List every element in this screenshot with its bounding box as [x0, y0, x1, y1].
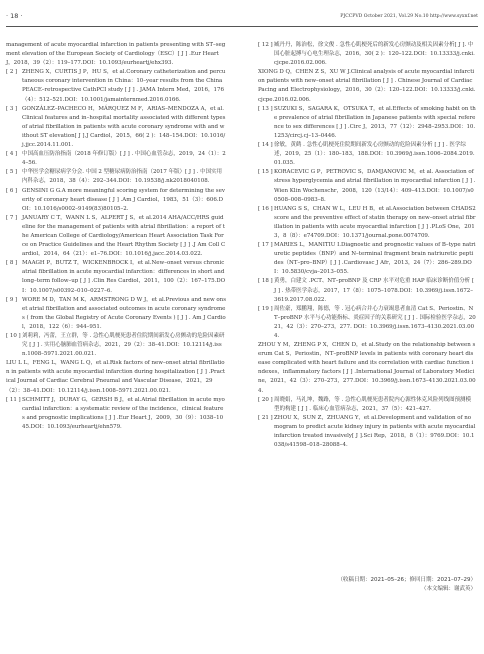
reference-number: [ 17 ] — [258, 242, 273, 249]
reference-entry — [6, 332, 226, 359]
reference-text: MARIES L，MANITIU I.Diagnostic and prognostic values of B–type natriuretic peptides（BNP）and N–terminal fragment brain natriuretic peptides（NT–pro–BNP）[ J ] .Cardiovasc J Afr，2013，24（7）：286–289.DOI：10.5830/cvja–2013–055. — [274, 242, 476, 276]
reference-text: 刘莉莉，冯蕾，王立群，等 . 急性心肌梗死患者住院期间新发心房颤动的危险因素研究 [ J ] . 实用心脑肺血管病杂志，2021，29（2）：38–41.DOI：10.12114/j.issn.1008–5971.2021.00.021. — [22, 333, 225, 358]
reference-text: management of acute myocardial infarction in patients presenting with ST–segment elevation of the European Society of Cardiology（ESC）[ J ] .Eur Heart J，2018，39（2）：119–177.DOI：10.1093/eurheartj/ehx393. — [6, 42, 226, 67]
reference-entry — [258, 41, 476, 68]
reference-number: [ 21 ] — [258, 414, 273, 421]
reference-text: 中华医学会糖尿病学分会. 中国 2 型糖尿病防治指南（2017 年版）[ J ] . 中国实用内科杂志，2018，38（4）：292–344.DOI：10.19538/j.nk2018040108. — [22, 169, 223, 185]
reference-number: [ 6 ] — [6, 187, 18, 194]
reference-entry — [258, 277, 476, 304]
reference-entry — [6, 105, 226, 150]
reference-list-right-column — [258, 41, 476, 450]
reference-text: 臧丹丹，陈治松，徐文俊 . 急性心肌梗死后的新发心房颤动及相关因素分析[ J ]. 中国心脏起搏与心电生理杂志，2016，30( 2 )：120–122.DOI：10.13333/j.cnki.cjcpe.2016.02.006. — [274, 42, 475, 67]
reference-entry — [6, 168, 226, 186]
received-revised-dates: （收稿日期：2021–05–26；修回日期：2021–07–29） — [337, 577, 476, 583]
reference-text: 徐敏，黄鹤 . 急性心肌梗死住院期间新发心房颤动的危险因素分析 [ J ] . 医学综述，2019，25（1）：180–183，188.DOI：10.3969/j.issn.1006–2084.2019.01.035. — [274, 142, 475, 167]
reference-number: [ 18 ] — [258, 278, 273, 285]
reference-entry — [6, 259, 226, 295]
reference-entry — [6, 187, 226, 214]
reference-number: [ 10 ] — [6, 333, 21, 339]
reference-number: [ 14 ] — [258, 142, 273, 149]
reference-entry — [258, 168, 476, 204]
reference-entry — [6, 41, 226, 68]
reference-entry — [258, 141, 476, 168]
reference-number: [ 3 ] — [6, 105, 18, 112]
reference-number: [ 11 ] — [6, 396, 21, 403]
reference-entry — [258, 68, 476, 104]
reference-entry — [258, 241, 476, 277]
reference-number: [ 7 ] — [6, 214, 18, 221]
reference-text: ZHOU X，SUN Z，ZHUANG Y，et al.Development and validation of nomogram to predict acute kidney injury in patients with acute myocardial infarction treated invasively[ J ].Sci Rep，2018，8（1）：9769.DOI：10.1038/s41598–018–28088–4. — [274, 414, 476, 449]
reference-text: ZHENG X，CURTIS J P，HU S，et al.Coronary catheterization and percutaneous coronary intervention in China：10–year results from the China PEACE–retrospective CathPCI study [ J ] . JAMA Intern Med，2016，176（4）：512–521.DOI：10.1001/jamainternmed.2016.0166. — [22, 69, 226, 103]
reference-entry — [6, 359, 226, 395]
reference-number: [ 5 ] — [6, 169, 18, 176]
reference-entry — [258, 105, 476, 141]
reference-entry — [258, 341, 476, 396]
reference-text: 中国高血压防治指南（2018 年修订版）[ J ] . 中国心血管杂志，2019，24（1）：24–56. — [22, 151, 226, 167]
reference-text: MAAGH P，BUTZ T，WICKENBROCK I，et al.New–onset versus chronic atrial fibrillation in acute myocardial infarction：differences in short and long–term follow–up [ J ] .Clin Res Cardiol，2011，100（2）：167–175.DOI：10.1007/s00392–010–0227–6. — [22, 260, 226, 294]
reference-entry — [258, 414, 476, 450]
reference-text: GONZÁLEZ–PACHECO H，MÁRQUEZ M F，ARIAS–MENDOZA A，et al.Clinical features and in–hospital mortality associated with different types of atrial fibrillation in patients with acute coronary syndrome with and without ST elevation[ J ].J Cardiol，2015，66( 2 )：148–154.DOI：10.1016/j.jjcc.2014.11.001. — [22, 105, 226, 149]
reference-number: [ 8 ] — [6, 260, 18, 267]
reference-entry — [6, 150, 226, 168]
reference-number: [ 12 ] — [258, 42, 273, 48]
journal-citation: PJCCPVD October 2021, Vol.29 No.10 http://www.syxnf.net — [340, 14, 478, 19]
reference-text: 黄勇，白建文 .PCT、NT–proBNP 及 CRP 水平对危重 HAP 临床诊断价值分析 [ J ] . 热带医学杂志，2017，17（8）：1075–1078.DOI：10.3969/j.issn.1672–3619.2017.08.022. — [274, 278, 475, 303]
running-header — [6, 14, 478, 27]
editor-credit: （本文编辑：谢武英） — [420, 586, 476, 592]
reference-number: [ 13 ] — [258, 105, 273, 112]
reference-text: JANUARY C T，WANN L S，ALPERT J S，et al.2014 AHA/ACC/HRS guideline for the management of patients with atrial fibrillation：a report of the American College of Cardiology/American Heart Association Task Force on Practice Guidelines and the Heart Rhythm Society [ J ] .J Am Coll Cardiol，2014，64（21）：e1–76.DOI：10.1016/j.jacc.2014.03.022. — [22, 214, 226, 258]
reference-number: [ 15 ] — [258, 169, 273, 176]
reference-text: GENSINI G G.A more meaningful scoring system for determining the severity of coronary heart disease [ J ] .Am J Cardiol，1983，51（3）：606.DOI：10.1016/s0002–9149(83)80105–2. — [22, 187, 225, 212]
reference-entry — [258, 305, 476, 341]
reference-text: SCHMITT J，DURAY G，GERSH B J，et al.Atrial fibrillation in acute myocardial infarction：a systematic review of the incidence，clinical features and prognostic implications [ J ] .Eur Heart J，2009，30（9）：1038–1045.DOI：10.1093/eurheartj/ehn579. — [22, 396, 225, 430]
reference-number: [ 9 ] — [6, 296, 18, 303]
reference-number: [ 4 ] — [6, 151, 18, 158]
reference-text: XIONG D Q，CHEN Z S，XU W J.Clinical analysis of acute myocardial infarction patients with new–onset atrial fibrillation [ J ] . Chinese Journal of Cardiac Pacing and Electrophysiology，2016，30（2）：120–122.DOI：10.13333/j.cnki.cjcpe.2016.02.006. — [258, 69, 476, 103]
reference-text: SUZUKI S，SAGARA K，OTSUKA T，et al.Effects of smoking habit on the prevalence of atrial fibrillation in Japanese patients with special reference to sex differences [ J ] .Circ J，2013，77（12）：2948–2953.DOI：10.1253/circj.cj–13–0446. — [274, 105, 476, 139]
reference-text: ZHOU Y M，ZHENG P X，CHEN D，et al.Study on the relationship between serum Cat S，Periostin，NT–proBNP levels in patients with coronary heart disease complicated with heart failure and its correlation with cardiac function indexes，inflammatory factors [ J ] .International Journal of Laboratory Medicine，2021，42（3）：270–273，277.DOI：10.3969/j.issn.1673–4130.2021.03.004. — [258, 342, 476, 394]
reference-entry — [6, 396, 226, 432]
reference-number: [ 2 ] — [6, 69, 18, 76]
reference-text: 周晓娟，马礼坤，魏路，等 . 急性心肌梗死患者院内心源性休克风险列线图预测模型的构建 [ J ] . 临床心血管病杂志，2021，37（5）：421–427. — [274, 396, 471, 412]
reference-text: HUANG S S，CHAN W L，LEU H B，et al.Association between CHADS2 score and the preventive effect of statin therapy on new–onset atrial fibrillation in patients with acute myocardial infarction [ J ] .PLoS One，2013，8（8）：e74709.DOI：10.1371/journal.pone.0074709. — [274, 205, 476, 239]
reference-entry — [258, 396, 476, 414]
reference-number: [ 19 ] — [258, 305, 273, 312]
reference-text: LIU L L，FENG L，WANG L Q，et al.Risk factors of new–onset atrial fibrillation in patients with acute myocardial infarction during hospitalization [ J ] .Practical Journal of Cardiac Cerebral Pneumal and Vascular Disease，2021，29（2）：38–41.DOI：10.12114/j.issn.1008–5971.2021.00.021. — [6, 360, 226, 394]
page-number: · 18 · — [6, 12, 23, 20]
reference-text: 周佐豪，郑鹏翔，陈德，等 . 冠心病合并心力衰竭患者血清 Cat S、Periostin、NT–proBNP 水平与心功能指标、炎症因子的关系研究 [ J ] . 国际检验医学杂志，2021，42（3）：270–273，277. DOI：10.3969/j.issn.1673–4130.2021.03.004. — [274, 305, 476, 339]
reference-entry — [6, 68, 226, 104]
reference-entry — [6, 214, 226, 259]
reference-list-left-column — [6, 41, 226, 432]
reference-entry — [258, 205, 476, 241]
reference-text: WORE M D，TAN M K，ARMSTRONG D W J，et al.Previous and new onset atrial fibrillation and associated outcomes in acute coronary syndromes ( from the Global Registry of Acute Coronary Events ) [ J ] . Am J Cardiol，2018，122（6）：944–951. — [22, 296, 227, 330]
reference-entry — [6, 296, 226, 332]
reference-text: KORACEVIC G P，PETROVIC S，DAMJANOVIC M，et al. Association of stress hyperglycemia and atrial fibrillation in myocardial infarction [ J ] .Wien Klin Wochenschr，2008，120（13/14）：409–413.DOI：10.1007/s00508–008–0983–8. — [274, 169, 476, 203]
reference-number: [ 16 ] — [258, 205, 273, 212]
reference-number: [ 20 ] — [258, 396, 273, 403]
